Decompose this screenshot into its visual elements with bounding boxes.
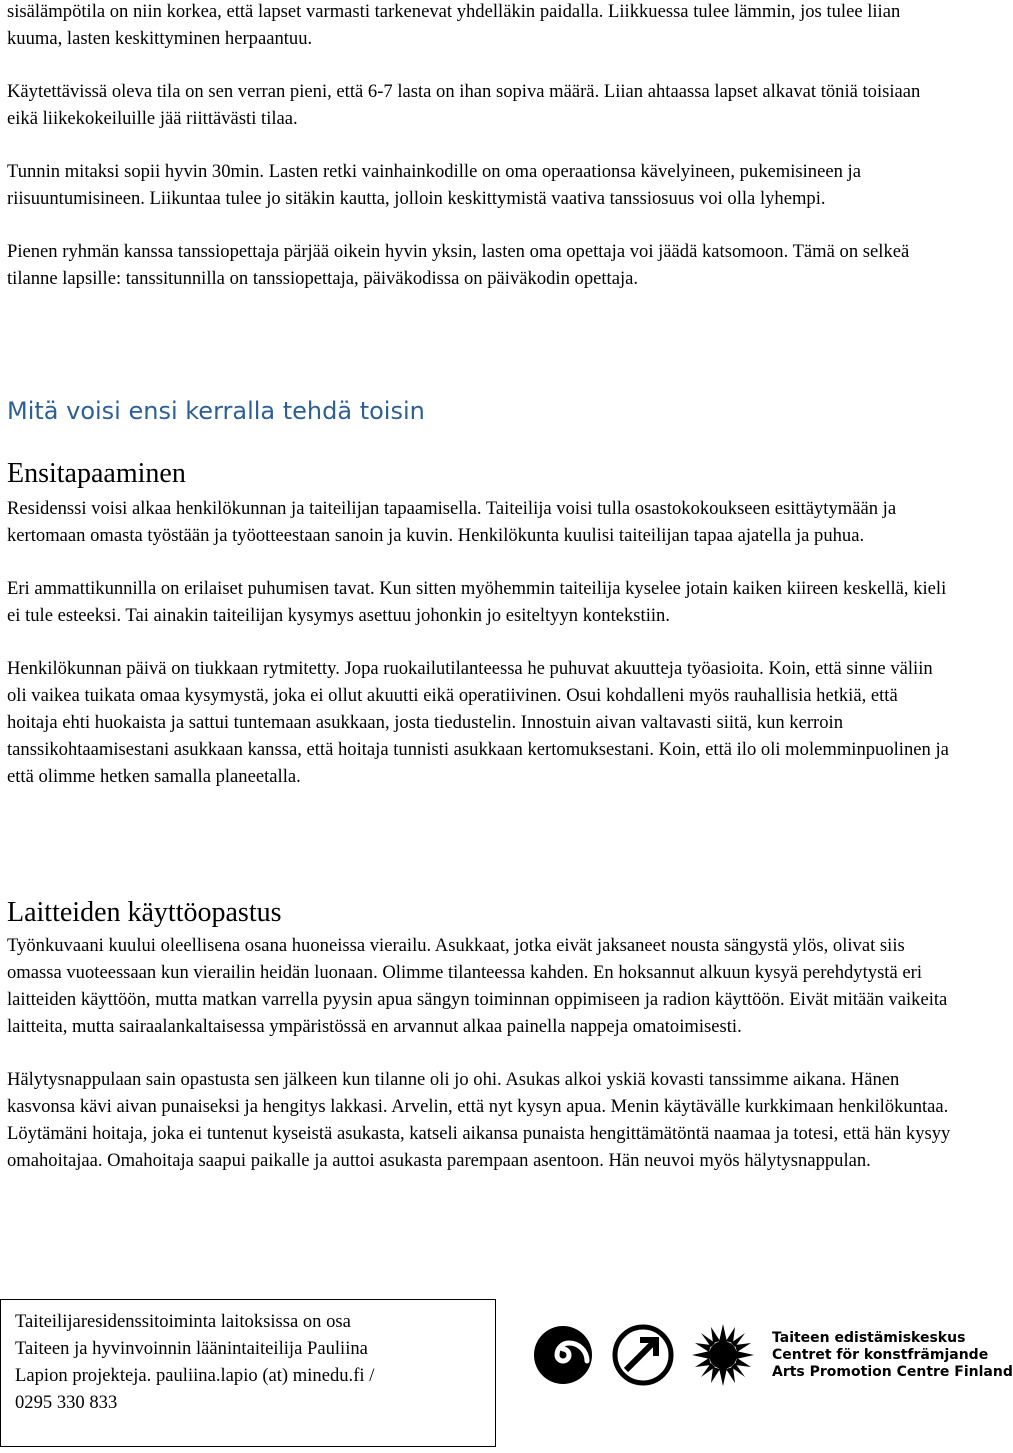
paragraph: Työnkuvaani kuului oleellisena osana huoneissa vierailu. Asukkaat, jotka eivät jaksaneet nousta sängystä ylös, olivat siis omassa vuoteessaan kun vierailin heidän luonaan. Olimme tilanteessa kahden. En hoksannut alkuun kysyä perehdytystä eri laitteiden käyttöön, mutta matkan varrella pyysin apua sängyn toiminnan oppimiseen ja radion käyttöön. Eivät mitään vaikeita laitteita, mutta sairaalankaltaisessa ympäristössä en arvannut alkaa painella nappeja omatoimisesti. (7, 935, 948, 1037)
organization-name (772, 1330, 1013, 1381)
paragraph: Hälytysnappulaan sain opastusta sen jälkeen kun tilanne oli jo ohi. Asukas alkoi yskiä kovasti tanssimme aikana. Hänen kasvonsa kävi aivan punaiseksi ja hengitys lakkasi. Arvelin, että nyt kysyn apua. Menin käytävälle kurkkimaan henkilökuntaa. Löytämäni hoitaja, joka ei tuntenut kyseistä asukasta, katseli aikansa punaista hengittämätöntä naamaa ja totesi, että hän kysyy omahoitajaa. Omahoitaja saapui paikalle ja auttoi asukasta parempaan asentoon. Hän neuvoi myös hälytysnappulan. (7, 1069, 951, 1171)
footer-line: Taiteilijaresidenssitoiminta laitoksissa on osa (15, 1311, 351, 1332)
paragraph: Tunnin mitaksi sopii hyvin 30min. Lasten retki vainhainkodille on oma operaationsa kävelyineen, pukemisineen ja riisuuntumisineen. Liikuntaa tulee jo sitäkin kautta, jolloin keskittymistä vaativa tanssiosuus voi olla lyhempi. (7, 161, 861, 209)
paragraph: Residenssi voisi alkaa henkilökunnan ja taiteilijan tapaamisella. Taiteilija voisi tulla osastokokoukseen esittäytymään ja kertomaan omasta työstään ja työotteestaan sanoin ja kuvin. Henkilökunta kuulisi taiteilijan tapaa ajatella ja puhua. (7, 498, 897, 546)
paragraph: Pienen ryhmän kanssa tanssiopettaja pärjää oikein hyvin yksin, lasten oma opettaja voi jäädä katsomoon. Tämä on selkeä tilanne lapsille: tanssitunnilla on tanssiopettaja, päiväkodissa on päiväkodin opettaja. (7, 241, 910, 289)
paragraph: Eri ammattikunnilla on erilaiset puhumisen tavat. Kun sitten myöhemmin taiteilija kyselee jotain kaiken kiireen keskellä, kieli ei tule esteeksi. Tai ainakin taiteilijan kysymys asettuu johonkin jo esiteltyyn kontekstiin. (7, 578, 947, 626)
sun-logo-icon (692, 1324, 754, 1386)
paragraph: Henkilökunnan päivä on tiukkaan rytmitetty. Jopa ruokailutilanteessa he puhuvat akuutteja työasioita. Koin, että sinne väliin oli vaikea tuikata omaa kysymystä, joka ei ollut akuutti eikä operatiivinen. Osui kohdalleni myös rauhallisia hetkiä, että hoitaja ehti huokaista ja sattui tuntemaan asukkaan, josta tiedustelin. Innostuin aivan valtavasti siitä, kun kerroin tanssikohtaamisestani asukkaan kanssa, että hoitaja tunnisti asukkaan kertomuksestani. Koin, että ilo oli molemminpuolinen ja että olimme hetken samalla planeetalla. (7, 658, 949, 787)
org-line: Arts Promotion Centre Finland (772, 1363, 1013, 1380)
subsection-heading: Ensitapaaminen (7, 458, 186, 489)
section-heading: Mitä voisi ensi kerralla tehdä toisin (7, 397, 425, 425)
footer-line: Lapion projekteja. pauliina.lapio (at) minedu.fi / (15, 1365, 375, 1386)
paragraph: sisälämpötila on niin korkea, että lapset varmasti tarkenevat yhdelläkin paidalla. Liikkuessa tulee lämmin, jos tulee liian kuuma, lasten keskittyminen herpaantuu. (7, 1, 901, 49)
subsection-heading: Laitteiden käyttöopastus (7, 897, 282, 928)
footer-info-box (0, 1299, 496, 1447)
logo-strip (532, 1322, 1013, 1388)
arrow-logo-icon (612, 1324, 674, 1386)
section-ensitapaaminen (7, 458, 952, 790)
section-1 (7, 0, 952, 292)
org-line: Centret för konstfrämjande (772, 1346, 989, 1363)
paragraph: Käytettävissä oleva tila on sen verran pieni, että 6-7 lasta on ihan sopiva määrä. Liian ahtaassa lapset alkavat töniä toisiaan eikä liikekokeiluille jää riittävästi tilaa. (7, 81, 921, 129)
footer-line: Taiteen ja hyvinvoinnin läänintaiteilija Pauliina (15, 1338, 368, 1359)
org-line: Taiteen edistämiskeskus (772, 1329, 966, 1346)
footer-line: 0295 330 833 (15, 1392, 118, 1413)
spiral-logo-icon (532, 1324, 594, 1386)
section-laitteiden (7, 897, 952, 1174)
